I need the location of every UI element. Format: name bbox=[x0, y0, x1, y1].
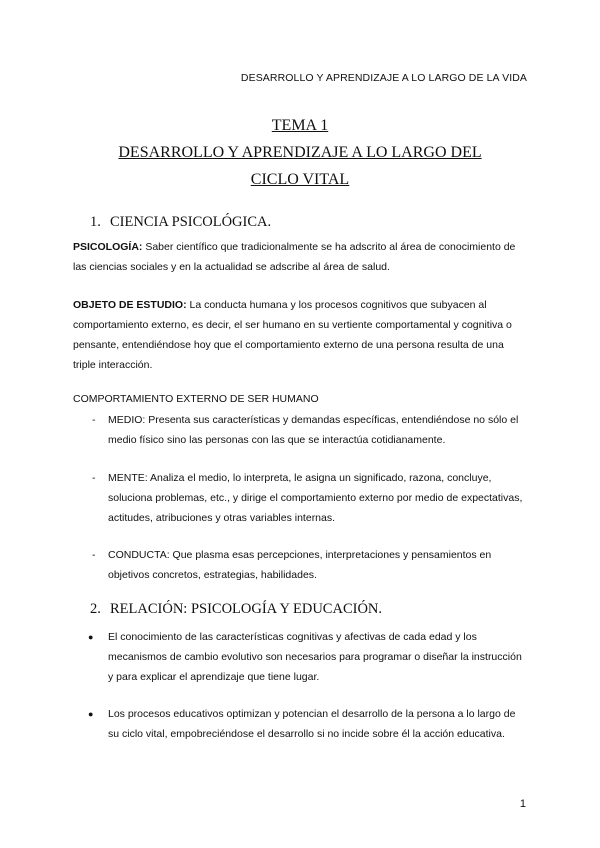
title-line-3: CICLO VITAL bbox=[250, 171, 350, 188]
list-item-text: CONDUCTA: Que plasma esas percepciones, interpretaciones y pensamientos en objetivos concretos, estrategias, habilidades. bbox=[108, 549, 492, 581]
document-title bbox=[0, 112, 600, 193]
bullet-icon: ● bbox=[88, 709, 94, 719]
section-1-heading bbox=[90, 214, 271, 231]
list-item-medio bbox=[92, 410, 527, 450]
list-item-text: MEDIO: Presenta sus características y demandas específicas, entendiéndose no sólo el medio físico sino las personas con las que se interactúa cotidianamente. bbox=[108, 414, 519, 446]
title-line-1: TEMA 1 bbox=[271, 117, 329, 134]
dash-marker: - bbox=[92, 549, 96, 561]
objeto-paragraph bbox=[73, 295, 529, 375]
page-number: 1 bbox=[519, 798, 526, 810]
dash-marker: - bbox=[92, 414, 96, 426]
objeto-text: La conducta humana y los procesos cognitivos que subyacen al comportamiento externo, es decir, el ser humano en su vertiente comportamental y cognitiva o pensante, entendiéndose hoy que el comportamiento externo de una persona resulta de una triple interacción. bbox=[73, 299, 512, 371]
bullet-item-procesos bbox=[88, 704, 528, 744]
list-item-text: Los procesos educativos optimizan y potencian el desarrollo de la persona a lo largo de su ciclo vital, empobreciéndose el desarrollo si no incide sobre él la acción educativa. bbox=[108, 708, 516, 740]
list-item-mente bbox=[92, 468, 527, 528]
list-item-conducta bbox=[92, 545, 527, 585]
list-item-text: El conocimiento de las características cognitivas y afectivas de cada edad y los mecanismos de cambio evolutivo son necesarios para programar o diseñar la instrucción y para explicar el aprendizaje que tiene lugar. bbox=[108, 631, 522, 683]
section-1-number: 1. bbox=[90, 214, 101, 230]
list-item-text: MENTE: Analiza el medio, lo interpreta, le asigna un significado, razona, concluye, soluciona problemas, etc., y dirige el comportamiento externo por medio de expectativas, actitudes, atribuciones y otras variables internas. bbox=[108, 472, 523, 524]
section-2-number: 2. bbox=[90, 601, 101, 617]
comportamiento-subheading: COMPORTAMIENTO EXTERNO DE SER HUMANO bbox=[73, 393, 319, 405]
bullet-icon: ● bbox=[88, 632, 94, 642]
section-2-title: RELACIÓN: PSICOLOGÍA Y EDUCACIÓN. bbox=[110, 601, 383, 617]
dash-marker: - bbox=[92, 472, 96, 484]
psicologia-label: PSICOLOGÍA: bbox=[73, 241, 143, 253]
objeto-label: OBJETO DE ESTUDIO: bbox=[73, 299, 187, 311]
running-header: DESARROLLO Y APRENDIZAJE A LO LARGO DE LA VIDA bbox=[240, 72, 527, 84]
bullet-item-conocimiento bbox=[88, 627, 528, 687]
psicologia-paragraph bbox=[73, 237, 529, 277]
psicologia-text: Saber científico que tradicionalmente se ha adscrito al área de conocimiento de las ciencias sociales y en la actualidad se adscribe al área de salud. bbox=[73, 241, 516, 273]
section-1-title: CIENCIA PSICOLÓGICA. bbox=[110, 214, 272, 230]
section-2-heading bbox=[90, 601, 382, 618]
title-line-2: DESARROLLO Y APRENDIZAJE A LO LARGO DEL bbox=[118, 144, 482, 161]
